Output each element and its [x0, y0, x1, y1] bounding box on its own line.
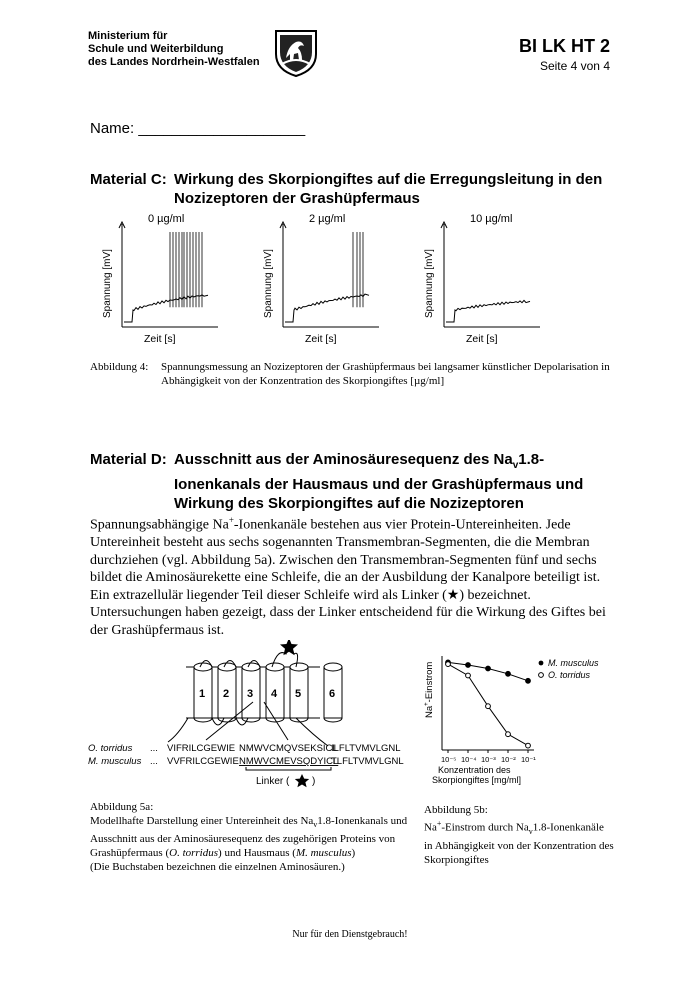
segment-number: 1 [199, 688, 206, 700]
x-axis-label-2: Skorpiongiftes [mg/ml] [432, 775, 522, 785]
x-tick-label: 10⁻³ [481, 755, 496, 764]
transmembrane-segment-2 [218, 663, 236, 722]
figure-5b-chart [418, 648, 613, 810]
panel-x-label: Zeit [s] [144, 333, 176, 345]
transmembrane-segment-4 [266, 663, 284, 722]
material-c-title: Wirkung des Skorpiongiftes auf die Erregungsleitung in den Nozizeptoren der Grashüpfermaus [174, 171, 603, 207]
panel-y-label: Spannung [mV] [424, 249, 435, 318]
seq-1a: VIFRILCGEWIE [167, 743, 236, 754]
figure-5b-caption [424, 803, 614, 867]
segment-number: 6 [329, 688, 336, 700]
seq-2c: TLFLTVMVLGNL [331, 756, 404, 767]
voltage-panel-1 [263, 213, 379, 345]
ministry-name [88, 30, 263, 69]
ministry-line-1: Ministerium für [88, 30, 168, 42]
figure-4-text: Spannungsmessung an Nozizeptoren der Grashüpfermaus bei langsamer künstlicher Depolarisation in Abhängigkeit von der Konzentration des Skorpiongiftes [µg/ml] [161, 361, 610, 387]
material-d-title: Ausschnitt aus der Aminosäuresequenz des $Na_v1.8$-Ionenkanals der Hausmaus und der Grashüpfermaus und Wirkung des Skorpiongiftes auf die Nozizeptoren [174, 451, 584, 512]
name-field[interactable]: Name: ____________________ [90, 120, 306, 137]
figure-4-label: Abbildung 4: [90, 361, 149, 373]
legend-marker-open [539, 673, 544, 678]
seq-ellipsis-1: ... [150, 743, 158, 754]
segment-number: 5 [295, 688, 302, 700]
seq-2b: NMWVCMEVSQDYICL [239, 756, 339, 767]
panel-x-label: Zeit [s] [466, 333, 498, 345]
seq-species-1: O. torridus [88, 743, 133, 754]
voltage-panel-2 [424, 213, 540, 345]
segment-number: 3 [247, 688, 254, 700]
data-point-m-musculus [466, 663, 471, 668]
panel-y-label: Spannung [mV] [263, 249, 274, 318]
seq-ellipsis-2: ... [150, 756, 158, 767]
material-d-label: Material D: [90, 451, 167, 468]
transmembrane-segment-1 [194, 663, 212, 722]
transmembrane-segment-5 [290, 663, 308, 722]
page-number: Seite 4 von 4 [539, 59, 610, 73]
voltage-trace [285, 294, 369, 322]
seq-species-2: M. musculus [88, 756, 142, 767]
figure-5a-text: Modellhafte Darstellung einer Untereinheit des $Na_v1.8$-Ionenkanals und Ausschnitt aus der Aminosäuresequenz des zugehörigen Proteins von Grashüpfermaus (O. torridus) und Hausmaus (M. musculus) [90, 815, 408, 860]
exam-id: BI LK HT 2 [518, 36, 610, 56]
data-point-o-torridus [466, 673, 471, 678]
legend-marker-filled [539, 661, 544, 666]
data-point-m-musculus [506, 671, 511, 676]
figure-5a-caption [90, 800, 415, 874]
transmembrane-segment-3 [242, 663, 260, 722]
footer-note: Nur für den Dienstgebrauch! [292, 929, 408, 940]
figure-4-voltage-traces [100, 210, 570, 350]
data-point-o-torridus [486, 704, 491, 709]
series-m-musculus-line [448, 662, 528, 680]
star-icon: ★ [446, 587, 460, 603]
figure-5a-label: Abbildung 5a: [90, 801, 154, 813]
y-axis-label: Na+-Einstrom [424, 661, 435, 718]
linker-label: Linker ( [256, 776, 290, 787]
material-c-heading [90, 170, 610, 208]
data-point-o-torridus [446, 662, 451, 667]
voltage-trace [446, 300, 530, 322]
x-axis-label-1: Konzentration des [438, 765, 511, 775]
ministry-line-3: des Landes Nordrhein-Westfalen [88, 56, 260, 68]
figure-5b-label: Abbildung 5b: [424, 804, 488, 816]
ministry-line-2: Schule und Weiterbildung [88, 43, 224, 55]
exam-code [519, 36, 610, 73]
x-tick-label: 10⁻⁴ [461, 755, 477, 764]
legend-o-torridus: O. torridus [548, 670, 591, 680]
x-tick-label: 10⁻¹ [521, 755, 536, 764]
figure-4-caption [90, 360, 610, 388]
segment-number: 4 [271, 688, 278, 700]
material-d-heading [90, 450, 610, 513]
figure-5b-text: Na+-Einstrom durch $Na_v1.8$-Ionenkanäle in Abhängigkeit von der Konzentration des Skorpiongiftes [424, 819, 614, 866]
voltage-trace [124, 295, 208, 322]
material-c-label: Material C: [90, 171, 167, 188]
legend-m-musculus: M. musculus [548, 658, 599, 668]
x-tick-label: 10⁻⁵ [441, 755, 457, 764]
material-d-paragraph: Spannungsabhängige Na+-Ionenkanäle bestehen aus vier Protein-Untereinheiten. Jede Untereinheit besteht aus sechs sogenannten Transmembran-Segmenten, die die Membran durchziehen (vgl. Abbildung 5a). Zwischen den Transmembran-Segmenten fünf und sechs bildet die Aminosäurekette eine Schleife, die an der Ausbildung der Kanalpore beteiligt ist. Ein extrazellulär liegender Teil dieser Schleife wird als Linker (★) bezeichnet. Untersuchungen haben gezeigt, dass der Linker entscheidend für die Wirkung des Giftes bei der Grashüpfermaus ist. [90, 515, 606, 638]
x-tick-label: 10⁻² [501, 755, 516, 764]
seq-1b: NMWVCMQVSEKSICL [239, 743, 338, 754]
linker-label-close: ) [312, 776, 316, 787]
data-point-m-musculus [486, 666, 491, 671]
seq-2a: VVFRILCGEWIE [167, 756, 239, 767]
linker-star-small-icon [295, 774, 309, 787]
transmembrane-segment-6 [324, 663, 342, 722]
coat-of-arms-icon [272, 28, 320, 78]
figure-5a-note: (Die Buchstaben bezeichnen die einzelnen Aminosäuren.) [90, 861, 345, 874]
panel-concentration: 0 µg/ml [148, 213, 185, 225]
data-point-m-musculus [526, 678, 531, 683]
panel-concentration: 10 µg/ml [470, 213, 513, 225]
seq-1c: ILFLTVMVLGNL [331, 743, 401, 754]
panel-x-label: Zeit [s] [305, 333, 337, 345]
panel-concentration: 2 µg/ml [309, 213, 346, 225]
data-point-o-torridus [506, 732, 511, 737]
voltage-panel-0 [102, 213, 218, 345]
data-point-o-torridus [526, 743, 531, 748]
segment-number: 2 [223, 688, 230, 700]
figure-5a-channel-model [88, 640, 423, 790]
panel-y-label: Spannung [mV] [102, 249, 113, 318]
